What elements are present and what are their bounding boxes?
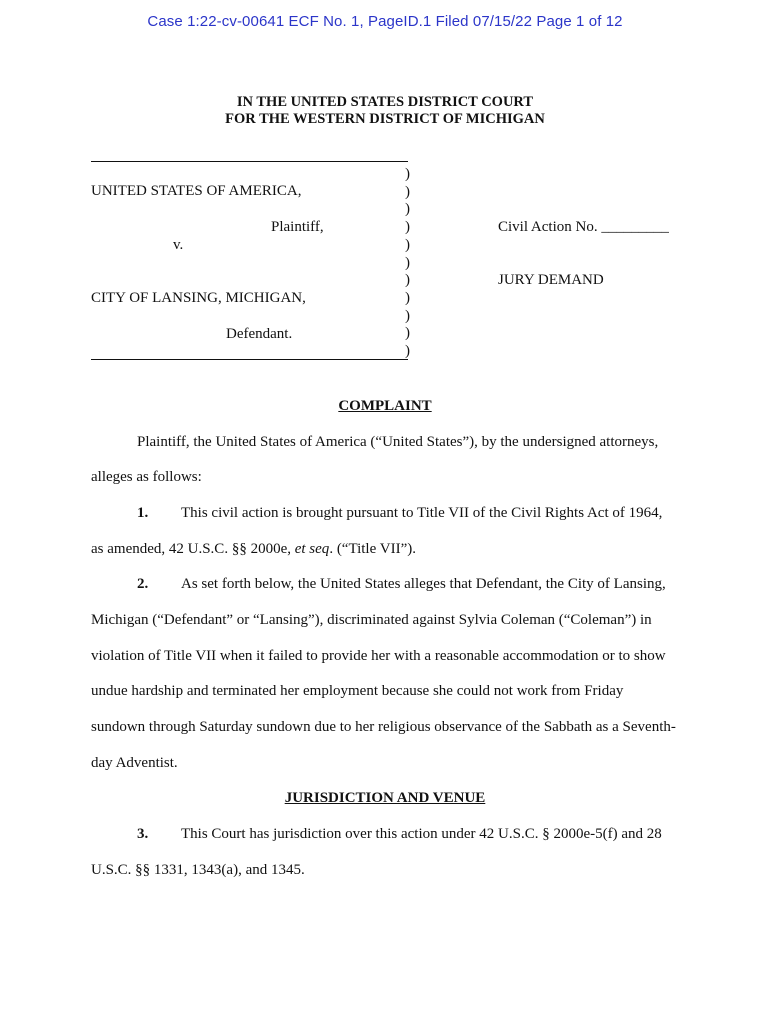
paragraph-2-line-6: day Adventist.	[91, 755, 178, 771]
paragraph-2-line-1: As set forth below, the United States alleges that Defendant, the City of Lansing,	[181, 576, 666, 592]
court-name-line-1: IN THE UNITED STATES DISTRICT COURT	[236, 94, 534, 110]
paragraph-3-line-1: This Court has jurisdiction over this action under 42 U.S.C. § 2000e-5(f) and 28	[181, 826, 662, 842]
caption-bottom-rule	[91, 359, 408, 360]
paragraph-1-line-2	[91, 541, 416, 558]
plaintiff-role: Plaintiff,	[271, 219, 324, 235]
paragraph-2-line-2: Michigan (“Defendant” or “Lansing”), discriminated against Sylvia Coleman (“Coleman”) in	[91, 612, 652, 628]
caption-parenthesis-column: ) ) ) ) ) ) ) ) ) ) )	[405, 166, 410, 360]
intro-line-2: alleges as follows:	[91, 469, 202, 485]
paragraph-3-number: 3.	[137, 826, 149, 842]
title-vii-short: . (“Title VII”).	[329, 541, 416, 557]
caption-top-rule	[91, 161, 408, 162]
jurisdiction-heading: JURISDICTION AND VENUE	[284, 790, 486, 806]
et-seq-italic: et seq	[294, 541, 330, 557]
plaintiff-name: UNITED STATES OF AMERICA,	[91, 183, 302, 199]
versus: v.	[173, 237, 184, 253]
defendant-name: CITY OF LANSING, MICHIGAN,	[91, 290, 306, 306]
intro-line-1: Plaintiff, the United States of America (“United States”), by the undersigned attorneys,	[137, 434, 659, 450]
ecf-header-stamp: Case 1:22-cv-00641 ECF No. 1, PageID.1 Filed 07/15/22 Page 1 of 12	[147, 13, 623, 30]
civil-action-number: Civil Action No. _________	[498, 219, 669, 235]
paragraph-2-number: 2.	[137, 576, 149, 592]
paragraph-2-line-3: violation of Title VII when it failed to provide her with a reasonable accommodation or to show	[91, 648, 666, 664]
citation-text: as amended, 42 U.S.C. §§ 2000e,	[91, 541, 295, 557]
jury-demand: JURY DEMAND	[498, 272, 604, 288]
defendant-role: Defendant.	[226, 326, 293, 342]
complaint-title: COMPLAINT	[338, 398, 432, 414]
court-name-line-2: FOR THE WESTERN DISTRICT OF MICHIGAN	[225, 111, 545, 127]
paragraph-3-line-2: U.S.C. §§ 1331, 1343(a), and 1345.	[91, 862, 305, 878]
paragraph-1-number: 1.	[137, 505, 149, 521]
paragraph-2-line-4: undue hardship and terminated her employment because she could not work from Friday	[91, 683, 624, 699]
paragraph-1-line-1: This civil action is brought pursuant to Title VII of the Civil Rights Act of 1964,	[181, 505, 663, 521]
paragraph-2-line-5: sundown through Saturday sundown due to her religious observance of the Sabbath as a Seventh-	[91, 719, 676, 735]
